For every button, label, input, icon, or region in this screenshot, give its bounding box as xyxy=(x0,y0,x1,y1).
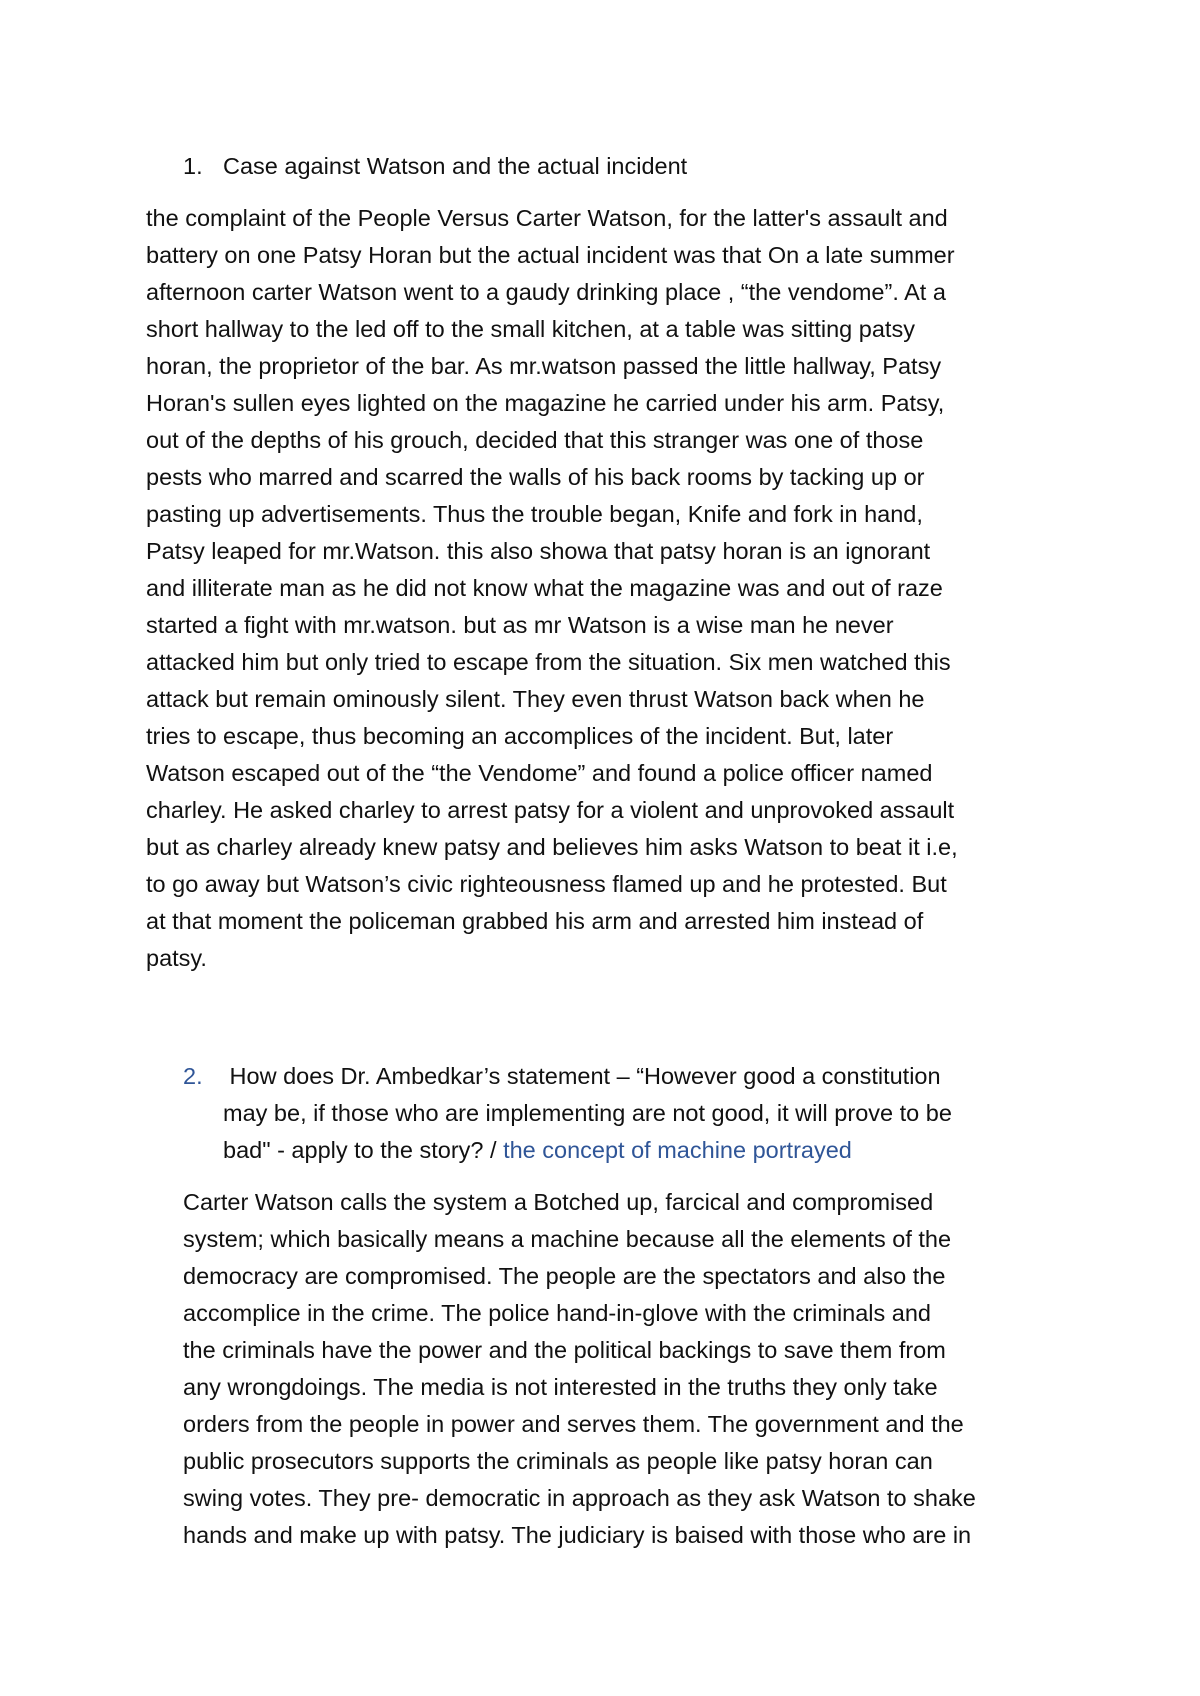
body-line: democracy are compromised. The people are the spectators and also the xyxy=(183,1263,946,1289)
body-line: Watson escaped out of the “the Vendome” and found a police officer named xyxy=(146,760,933,786)
body-line: the criminals have the power and the political backings to save them from xyxy=(183,1337,946,1363)
body-line: at that moment the policeman grabbed his arm and arrested him instead of xyxy=(146,908,924,934)
section-2-title-part: How does Dr. Ambedkar’s statement – “However good a constitution xyxy=(223,1063,941,1089)
body-line: afternoon carter Watson went to a gaudy drinking place , “the vendome”. At a xyxy=(146,279,946,305)
body-line: out of the depths of his grouch, decided that this stranger was one of those xyxy=(146,427,924,453)
section-2-body xyxy=(183,1184,976,1554)
body-line: pests who marred and scarred the walls of his back rooms by tacking up or xyxy=(146,464,925,490)
body-line: attack but remain ominously silent. They even thrust Watson back when he xyxy=(146,686,925,712)
body-line: attacked him but only tried to escape from the situation. Six men watched this xyxy=(146,649,951,675)
section-2-title-blue: the concept of machine portrayed xyxy=(503,1137,852,1163)
body-line: orders from the people in power and serves them. The government and the xyxy=(183,1411,964,1437)
section-2-title-line xyxy=(183,1132,952,1169)
section-2-number: 2. xyxy=(183,1063,203,1089)
body-line: started a fight with mr.watson. but as mr Watson is a wise man he never xyxy=(146,612,894,638)
body-line: Horan's sullen eyes lighted on the magazine he carried under his arm. Patsy, xyxy=(146,390,945,416)
body-line: to go away but Watson’s civic righteousness flamed up and he protested. But xyxy=(146,871,947,897)
body-line: but as charley already knew patsy and believes him asks Watson to beat it i.e, xyxy=(146,834,958,860)
body-line: swing votes. They pre- democratic in approach as they ask Watson to shake xyxy=(183,1485,976,1511)
body-line: pasting up advertisements. Thus the trouble began, Knife and fork in hand, xyxy=(146,501,923,527)
body-line: Patsy leaped for mr.Watson. this also showa that patsy horan is an ignorant xyxy=(146,538,931,564)
body-line: hands and make up with patsy. The judiciary is baised with those who are in xyxy=(183,1522,972,1548)
section-1-heading xyxy=(183,148,687,185)
body-line: charley. He asked charley to arrest patsy for a violent and unprovoked assault xyxy=(146,797,955,823)
body-line: horan, the proprietor of the bar. As mr.watson passed the little hallway, Patsy xyxy=(146,353,942,379)
body-line: patsy. xyxy=(146,945,207,971)
section-1-body xyxy=(146,200,958,977)
section-2-title-line: may be, if those who are implementing are not good, it will prove to be xyxy=(223,1100,952,1126)
body-line: tries to escape, thus becoming an accomplices of the incident. But, later xyxy=(146,723,894,749)
body-line: system; which basically means a machine because all the elements of the xyxy=(183,1226,952,1252)
section-2-title-line xyxy=(183,1058,952,1095)
section-1-title: Case against Watson and the actual incident xyxy=(223,153,688,179)
body-line: any wrongdoings. The media is not interested in the truths they only take xyxy=(183,1374,938,1400)
body-line: short hallway to the led off to the small kitchen, at a table was sitting patsy xyxy=(146,316,915,342)
body-line: and illiterate man as he did not know what the magazine was and out of raze xyxy=(146,575,943,601)
section-2-title-part: bad" - apply to the story? / xyxy=(223,1137,504,1163)
body-line: battery on one Patsy Horan but the actual incident was that On a late summer xyxy=(146,242,955,268)
body-line: Carter Watson calls the system a Botched up, farcical and compromised xyxy=(183,1189,934,1215)
body-line: accomplice in the crime. The police hand-in-glove with the criminals and xyxy=(183,1300,932,1326)
section-1-number: 1. xyxy=(183,153,203,179)
body-line: public prosecutors supports the criminals as people like patsy horan can xyxy=(183,1448,933,1474)
section-2-heading xyxy=(183,1058,952,1169)
body-line: the complaint of the People Versus Carter Watson, for the latter's assault and xyxy=(146,205,948,231)
